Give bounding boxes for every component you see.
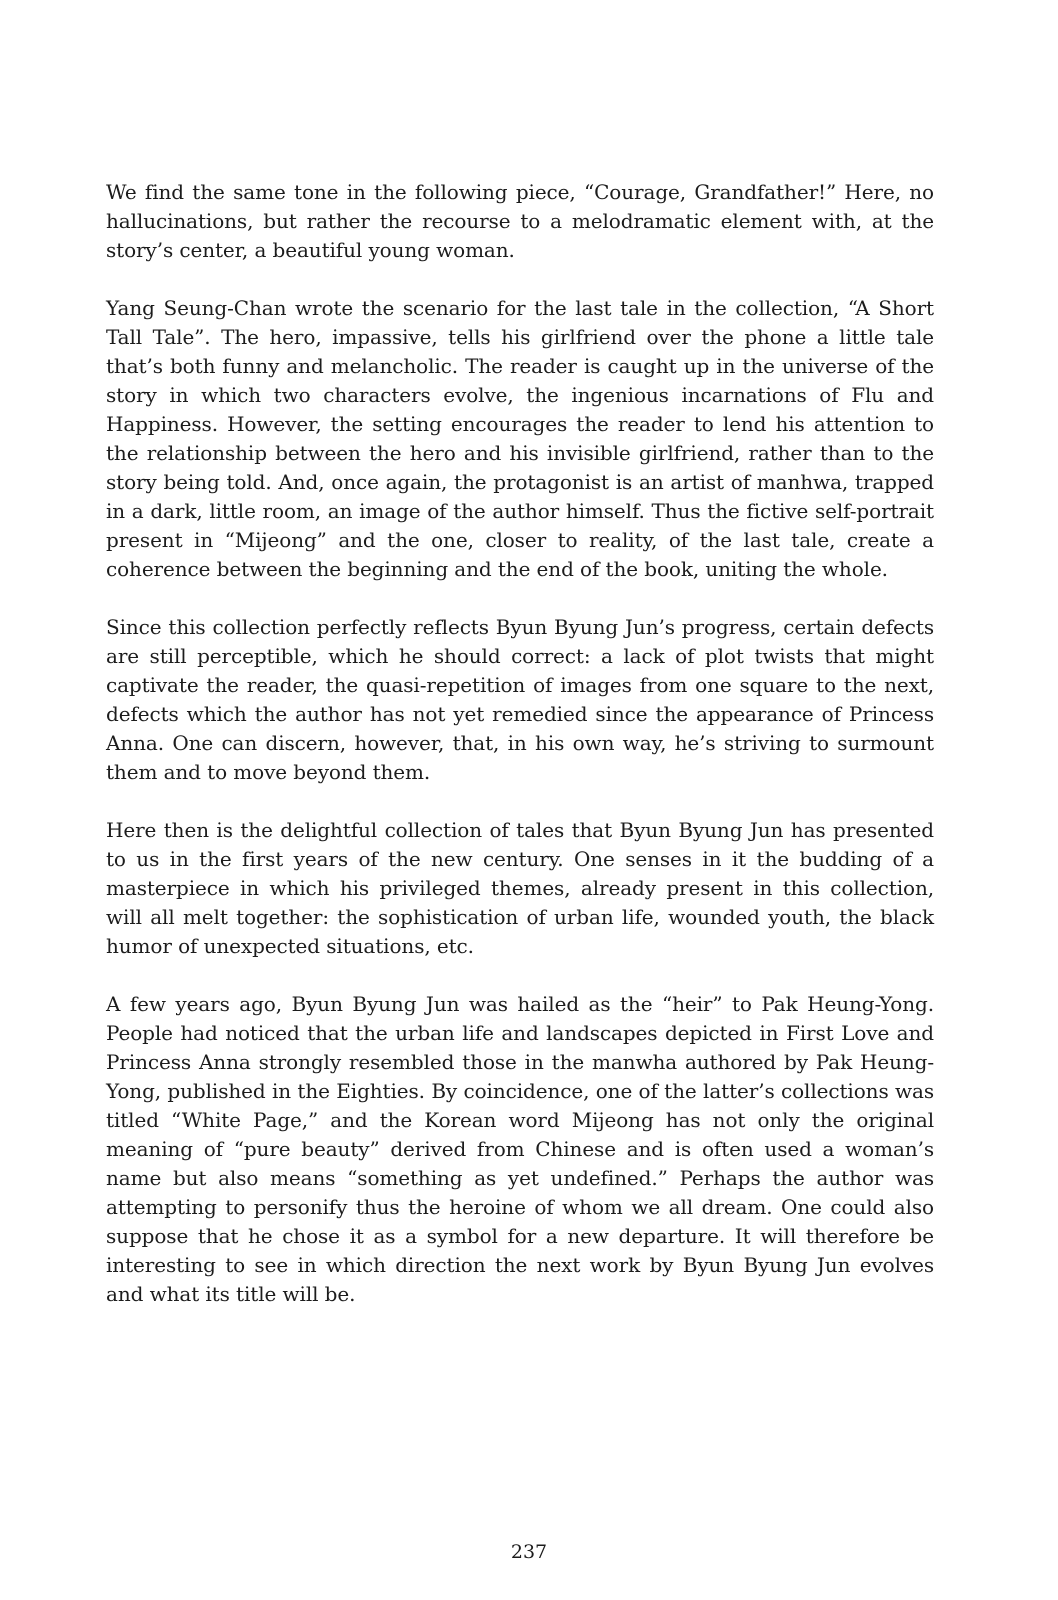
body-text bbox=[106, 178, 934, 1309]
paragraph-heir-pak-heung-yong: A few years ago, Byun Byung Jun was hailed as the “heir” to Pak Heung-Yong. People had noticed that the urban life and landscapes depicted in First Love and Princess Anna strongly resembled those in the manwha authored by Pak Heung-Yong, published in the Eighties. By coincidence, one of the latter’s collections was titled “White Page,” and the Korean word Mijeong has not only the original meaning of “pure beauty” derived from Chinese and is often used a woman’s name but also means “something as yet undefined.” Perhaps the author was attempting to personify thus the heroine of whom we all dream. One could also suppose that he chose it as a symbol for a new departure. It will therefore be interesting to see in which direction the next work by Byun Byung Jun evolves and what its title will be. bbox=[106, 992, 934, 1306]
paragraph-delightful-collection: Here then is the delightful collection of tales that Byun Byung Jun has presented to us in the first years of the new century. One senses in it the budding of a masterpiece in which his privileged themes, already present in this collection, will all melt together: the sophistication of urban life, wounded youth, the black humor of unexpected situations, etc. bbox=[106, 818, 934, 958]
paragraph-courage-grandfather: We find the same tone in the following piece, “Courage, Grandfather!” Here, no hallucinations, but rather the recourse to a melodramatic element with, at the story’s center, a beautiful young woman. bbox=[106, 180, 934, 262]
paragraph-short-tall-tale: Yang Seung-Chan wrote the scenario for the last tale in the collection, “A Short Tall Tale”. The hero, impassive, tells his girlfriend over the phone a little tale that’s both funny and melancholic. The reader is caught up in the universe of the story in which two characters evolve, the ingenious incarnations of Flu and Happiness. However, the setting encourages the reader to lend his attention to the relationship between the hero and his invisible girlfriend, rather than to the story being told. And, once again, the protagonist is an artist of manhwa, trapped in a dark, little room, an image of the author himself. Thus the fictive self-portrait present in “Mijeong” and the one, closer to reality, of the last tale, create a coherence between the beginning and the end of the book, uniting the whole. bbox=[106, 296, 934, 581]
paragraph-defects: Since this collection perfectly reflects Byun Byung Jun’s progress, certain defects are still perceptible, which he should correct: a lack of plot twists that might captivate the reader, the quasi-repetition of images from one square to the next, defects which the author has not yet remedied since the appearance of Princess Anna. One can discern, however, that, in his own way, he’s striving to surmount them and to move beyond them. bbox=[106, 615, 934, 784]
page-number: 237 bbox=[510, 1541, 548, 1563]
